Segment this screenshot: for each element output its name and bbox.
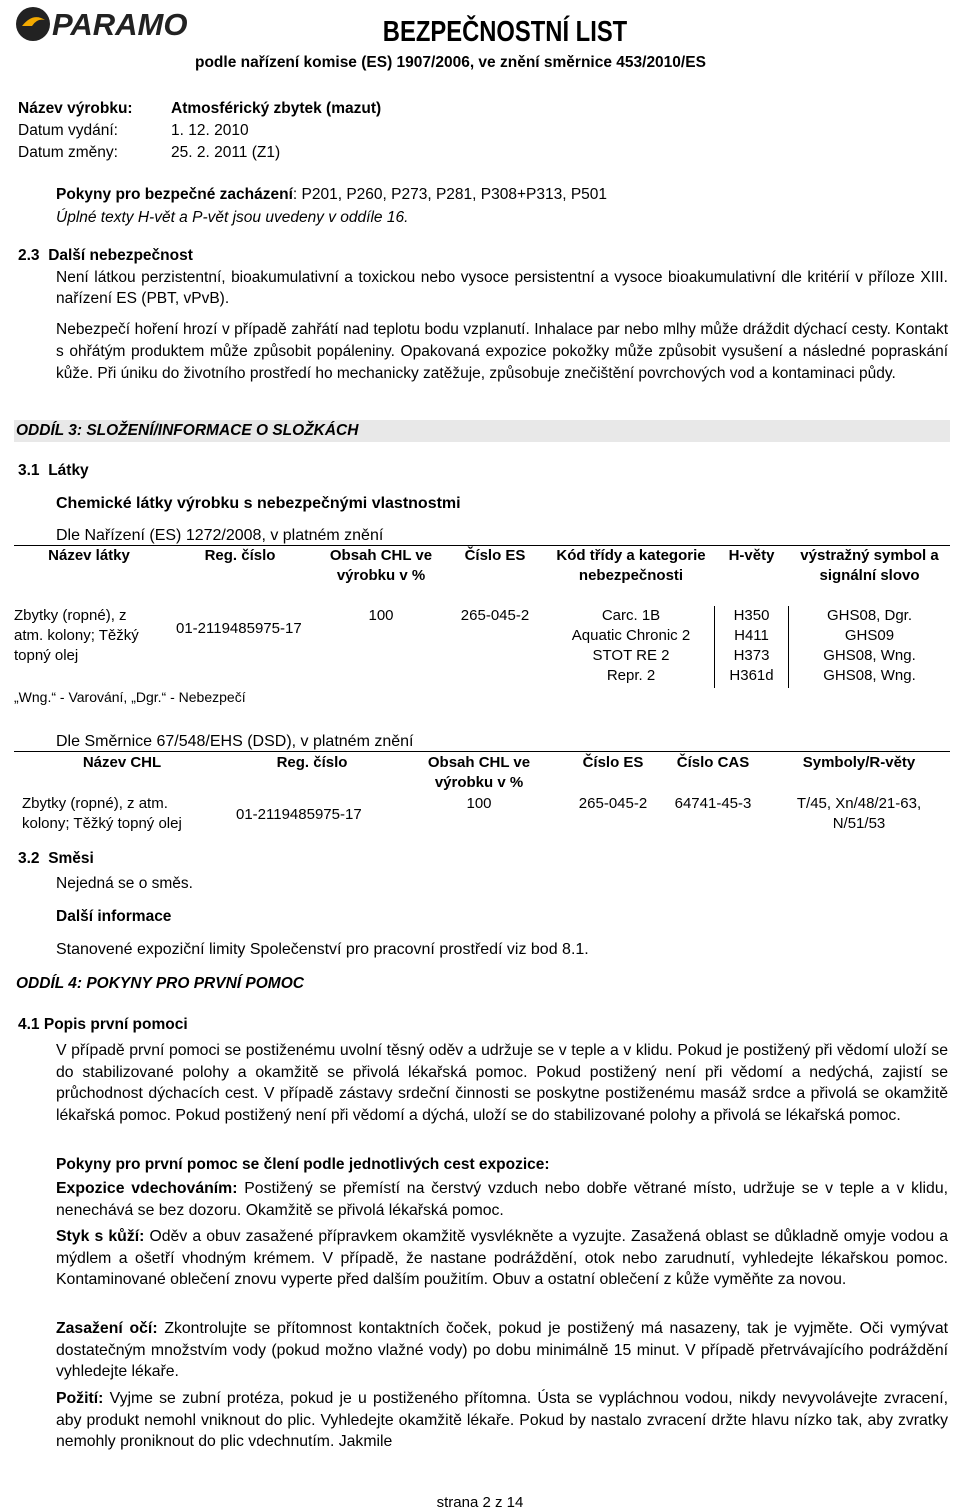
table2-top-rule (14, 751, 950, 752)
t1-cell-hvety: H350 H411 H373 H361d (714, 606, 789, 688)
first-aid-routes-title: Pokyny pro první pomoc se člení podle jednotlivých cest expozice: (56, 1156, 550, 1173)
clp-title: Dle Nařízení (ES) 1272/2008, v platném znění (56, 527, 384, 544)
section-4-bar: ODDÍL 4: POKYNY PRO PRVNÍ POMOC (14, 973, 950, 995)
hazards-paragraph: Nebezpečí hoření hrozí v případě zahřátí nad teplotu bodu vzplanutí. Inhalace par nebo mlhy může dráždit dýchací cesty. Kontakt s ohřátým produktem může způsobit popáleniny. Opakovaná expozice pokožky může způsobit vysušení a následné popraskání kůže. Při úniku do životního prostředí ho mechanicky zatěžuje, způsobuje znečištění povrchových vod a kontaminaci půdy. (56, 321, 948, 382)
t1-header-reg: Reg. číslo (204, 547, 276, 564)
heading-3-1: 3.1 Látky (18, 462, 89, 479)
pbt-paragraph: Není látkou perzistentní, bioakumulativní a toxickou nebo vysoce persistentní a vysoce bioakumulativní dle kritérií v příloze XIII. nařízení ES (PBT, vPvB). (56, 269, 948, 307)
ingestion-paragraph: Požití: Vyjme se zubní protéza, pokud je u postiženého přítomna. Ústa se vypláchnou vodou, nikdy nevyvolávejte zvracení, aby produkt nemohl vniknout do plic. Vyhledejte okamžitě lékaře. Pokud by nastalo zvracení držte hlavu nízko tak, aby zvratky nemohly proniknout do plic vdechnutím. Jakmile (56, 1390, 948, 1451)
t2-cell-symbols: T/45, Xn/48/21-63, N/51/53 (796, 795, 922, 832)
t1-header-name: Název látky (48, 547, 130, 564)
svg-text:PARAMO: PARAMO (52, 7, 188, 42)
first-aid-paragraph: V případě první pomoci se postiženému uvolní těsný oděv a udržuje se v teple a v klidu. Pokud je postižený při vědomí uloží se do stabilizované polohy a okamžitě se přivolá lékařská pomoc. Pokud postižený není při vědomí a nedýchá, zajistí se průchodnost dýchacích cest. V případě zástavy srdeční činnosti se poskytne postiženému masáž srdce a přivolá se okamžitě lékařská pomoc. Pokud postižený není při vědomí a dýchá, uloží se do stabilizované polohy a přivolá se lékařská pomoc. (56, 1042, 948, 1124)
eye-paragraph: Zasažení očí: Zkontrolujte se přítomnost kontaktních čoček, pokud je postižený má nasazeny, tak je vyjměte. Oči vymývat dostatečným množstvím vody (pokud možno vlažné vody) po dobu minimálně 15 minut. V případě přetrvávajícího podráždění vyhledejte lékaře. (56, 1320, 948, 1381)
heading-2-3: 2.3 Další nebezpečnost (18, 247, 193, 264)
handling-instructions: Pokyny pro bezpečné zacházení: P201, P260, P273, P281, P308+P313, P501 (56, 186, 608, 203)
skin-paragraph: Styk s kůží: Oděv a obuv zasažené přípravkem okamžitě vysvlékněte a vyzujte. Zasažená oblast se důkladně omyje vodou a mýdlem a ošetří vhodným krémem. V případě, že nastane podráždění, otok nebo zarudnutí, vyhledejte lékařskou pomoc. Kontaminované oblečení znovu vyperte před dalším použitím. Obuv a ostatní oblečení z kůže vyměňte za novou. (56, 1228, 948, 1289)
t1-header-obsah: Obsah CHL ve výrobku v % (329, 547, 433, 584)
t2-header-es: Číslo ES (582, 754, 644, 771)
changed-date-row: Datum změny: 25. 2. 2011 (Z1) (18, 144, 281, 161)
heading-3-2: 3.2 Směsi (18, 850, 94, 867)
t1-cell-name: Zbytky (ropné), z atm. kolony; Těžký topný olej (14, 607, 139, 664)
t1-cell-es: 265-045-2 (460, 607, 530, 624)
t2-cell-es: 265-045-2 (578, 795, 648, 812)
t2-header-obsah: Obsah CHL ve výrobku v % (427, 754, 531, 791)
further-info-text: Stanovené expoziční limity Společenství pro pracovní prostředí viz bod 8.1. (56, 941, 589, 958)
product-name-row: Název výrobku: Atmosférický zbytek (mazut) (18, 100, 382, 117)
t1-cell-symbol: GHS08, Dgr. GHS09 GHS08, Wng. GHS08, Wng. (823, 607, 916, 684)
t2-header-name: Název CHL (82, 754, 162, 771)
t2-cell-reg: 01-2119485975-17 (236, 806, 362, 823)
t1-header-symbol: výstražný symbol a signální slovo (800, 547, 939, 584)
t2-cell-obsah: 100 (466, 795, 492, 812)
t2-header-reg: Reg. číslo (276, 754, 348, 771)
document-subtitle: podle nařízení komise (ES) 1907/2006, ve znění směrnice 453/2010/ES (195, 54, 706, 71)
inhalation-paragraph: Expozice vdechováním: Postižený se přemístí na čerstvý vzduch nebo dobře větrané místo, udržuje se v teple a v klidu, nenechává se bez dozoru. Okamžitě se přivolá lékařská pomoc. (56, 1180, 948, 1219)
t2-header-cas: Číslo CAS (676, 754, 750, 771)
document-title: BEZPEČNOSTNÍ LIST (382, 16, 628, 48)
dsd-title: Dle Směrnice 67/548/EHS (DSD), v platném znění (56, 733, 414, 750)
t2-cell-cas: 64741-45-3 (674, 795, 752, 812)
full-texts-note: Úplné texty H-vět a P-vět jsou uvedeny v oddíle 16. (56, 209, 409, 226)
t1-cell-kod: Carc. 1B Aquatic Chronic 2 STOT RE 2 Repr. 2 (571, 607, 691, 684)
chem-substances-title: Chemické látky výrobku s nebezpečnými vlastnostmi (56, 495, 461, 512)
issued-date-row: Datum vydání: 1. 12. 2010 (18, 122, 249, 139)
mixture-text: Nejedná se o směs. (56, 875, 193, 892)
heading-4-1: 4.1 Popis první pomoci (18, 1016, 188, 1033)
further-info-title: Další informace (56, 908, 172, 925)
t1-header-hvety: H-věty (728, 547, 775, 564)
t1-cell-reg: 01-2119485975-17 (176, 620, 302, 637)
section-3-bar: ODDÍL 3: SLOŽENÍ/INFORMACE O SLOŽKÁCH (14, 420, 950, 442)
t2-header-symbols: Symboly/R-věty (802, 754, 916, 771)
t1-abbrev-note: „Wng.“ - Varování, „Dgr.“ - Nebezpečí (14, 689, 246, 705)
page-number: strana 2 z 14 (436, 1494, 524, 1510)
t2-cell-name: Zbytky (ropné), z atm. kolony; Těžký topný olej (22, 795, 182, 832)
t1-header-es: Číslo ES (464, 547, 526, 564)
t1-cell-obsah: 100 (368, 607, 394, 624)
t1-header-kod: Kód třídy a kategorie nebezpečnosti (556, 547, 706, 584)
